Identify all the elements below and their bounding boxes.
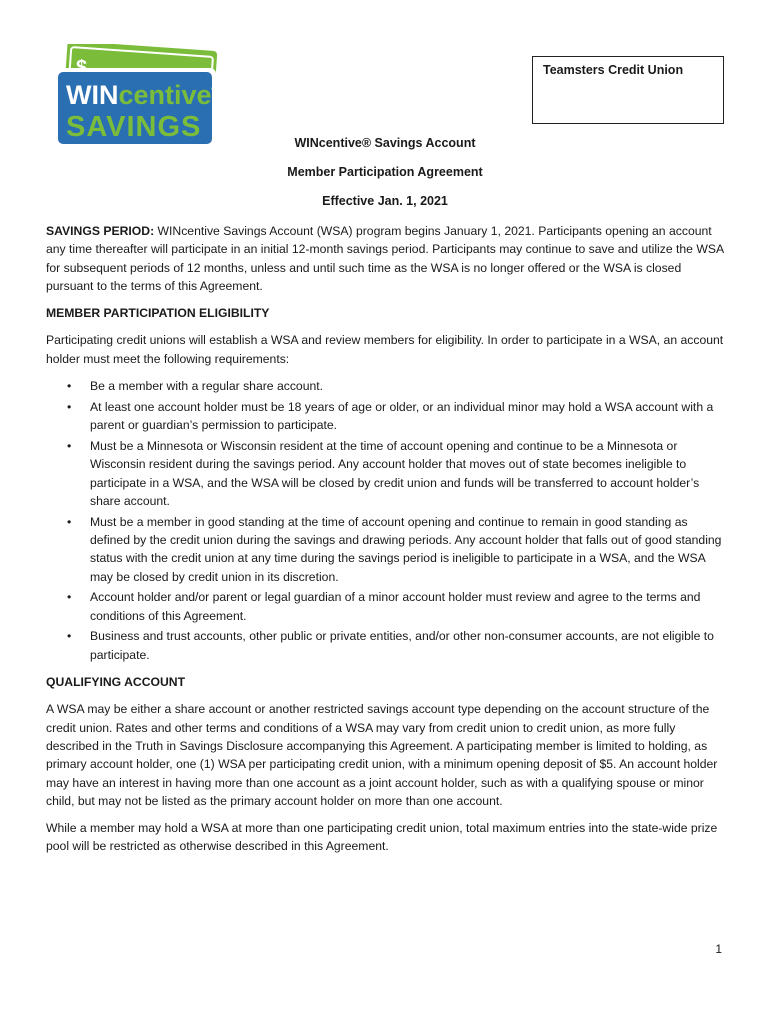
bullet: • (67, 438, 72, 453)
logo-win: WIN (66, 80, 119, 110)
qualifying-paragraph-2: While a member may hold a WSA at more than one participating credit union, total maximum entries into the state-wide prize pool will be restricted as otherwise described in this Agreement. (46, 821, 718, 854)
eligibility-item: • At least one account holder must be 18 years of age or older, or an individual minor may hold a WSA account with a parent or guardian’s permission to participate. (67, 399, 714, 433)
logo-line1 (66, 80, 220, 110)
bullet: • (67, 514, 72, 529)
eligibility-item: • Business and trust accounts, other public or private entities, and/or other non-consumer accounts, are not eligible to participate. (67, 629, 714, 662)
bullet: • (67, 590, 72, 605)
title-agreement: Member Participation Agreement (287, 165, 483, 179)
savings-period-label: SAVINGS PERIOD: (46, 224, 155, 238)
title-account: WINcentive® Savings Account (294, 136, 476, 150)
logo-line2: SAVINGS (66, 111, 202, 143)
credit-union-box (532, 56, 724, 124)
agreement-body (46, 222, 726, 865)
eligibility-item: • Be a member with a regular share account. (46, 377, 726, 395)
logo-centive: centive (118, 80, 212, 110)
eligibility-item: • Account holder and/or parent or legal guardian of a minor account holder must review and agree to the terms and conditions of this Agreement. (67, 590, 701, 623)
qualifying-paragraph-1: A WSA may be either a share account or another restricted savings account type depending on the account structure of the credit union. Rates and other terms and conditions of a WSA may vary from credit union to credit union, as more fully described in the Truth in Savings Disclosure accompanying this Agreement. A participating member is limited to holding, as primary account holder, one (1) WSA per participating credit union, with a minimum opening deposit of $5. An account holder may have an interest in having more than one account as a joint account holder, such as with a qualifying spouse or minor child, but may not be listed as the primary account holder on more than one account. (46, 702, 718, 808)
savings-period-text: WINcentive Savings Account (WSA) program begins January 1, 2021. Participants opening an account any time thereafter will participate in an initial 12-month savings period. Participants may continue to save and utilize the WSA for subsequent periods of 12 months, unless and until such time as the WSA is no longer offered or the WSA is closed pursuant to the terms of this Agreement. (46, 224, 724, 293)
logo-mark: ® (211, 84, 219, 95)
eligibility-item: • Must be a Minnesota or Wisconsin resident at the time of account opening and continue to be a Minnesota or Wisconsin resident during the savings period. Any account holder that moves out of state becomes ineligible to participate in a WSA, and the WSA will be closed by credit union and funds will be transferred to account holder’s share account. (67, 438, 700, 508)
eligibility-list (46, 377, 726, 664)
savings-period-paragraph (46, 222, 726, 295)
document-titles (0, 136, 770, 223)
qualifying-heading: QUALIFYING ACCOUNT (46, 675, 186, 690)
page-number: 1 (715, 942, 722, 956)
bullet: • (67, 629, 72, 644)
credit-union-name: Teamsters Credit Union (543, 63, 684, 77)
bullet: • (67, 399, 72, 414)
eligibility-heading: MEMBER PARTICIPATION ELIGIBILITY (46, 306, 270, 321)
eligibility-intro: Participating credit unions will establish a WSA and review members for eligibility. In order to participate in a WSA, an account holder must meet the following requirements: (46, 333, 724, 366)
eligibility-item: • Must be a member in good standing at the time of account opening and continue to remain in good standing as defined by the credit union during the savings and drawing periods. Any account holder that falls out of good standing status with the credit union at any time during the savings period is ineligible to participate in a WSA, and the WSA may be closed by credit union in its discretion. (67, 514, 722, 584)
bullet: • (67, 379, 72, 394)
title-effective-date: Effective Jan. 1, 2021 (322, 194, 448, 208)
